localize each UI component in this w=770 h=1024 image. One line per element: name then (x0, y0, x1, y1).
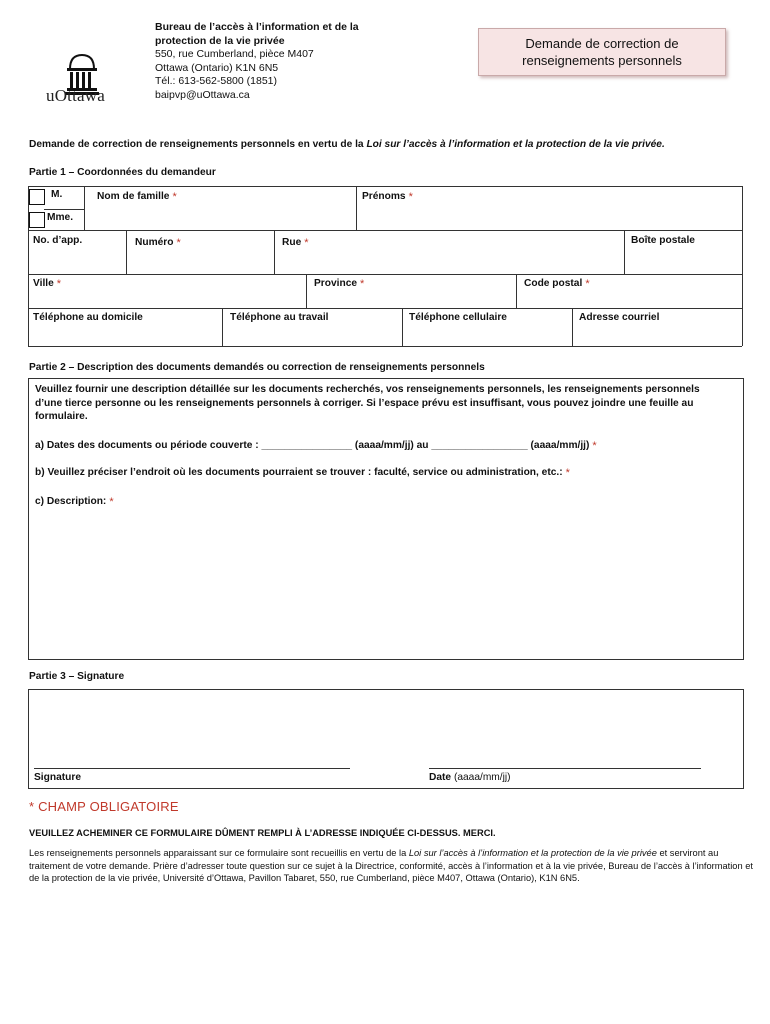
location-line[interactable] (35, 467, 570, 479)
street-field[interactable] (282, 237, 309, 249)
description-line[interactable] (35, 496, 114, 508)
office-email: baipvp@uOttawa.ca (155, 88, 250, 101)
part2-heading: Partie 2 – Description des documents demandés ou correction de renseignements personnels (29, 362, 485, 373)
email-field[interactable] (579, 312, 659, 323)
required-mark: * (56, 278, 62, 290)
apt-label: No. d’app. (33, 235, 83, 246)
office-street: 550, rue Cumberland, pièce M407 (155, 48, 314, 60)
work-phone-label: Téléphone au travail (230, 312, 329, 323)
home-phone-label: Téléphone au domicile (33, 312, 143, 323)
given-names-field[interactable] (362, 191, 413, 203)
part3-heading: Partie 3 – Signature (29, 671, 125, 682)
given-names-label: Prénoms (362, 191, 406, 202)
required-mark: * (109, 496, 114, 508)
city-field[interactable] (33, 278, 61, 290)
po-box-field[interactable] (631, 235, 695, 246)
date-label-group (429, 772, 511, 783)
number-field[interactable] (135, 237, 181, 249)
po-box-label: Boîte postale (631, 235, 695, 246)
cell-phone-field[interactable] (409, 312, 507, 323)
title-mrs-checkbox[interactable] (29, 212, 45, 228)
title-mrs-label: Mme. (47, 212, 74, 223)
required-mark: * (408, 191, 413, 203)
home-phone-field[interactable] (33, 312, 143, 323)
uottawa-logo-text: uOttawa (46, 86, 105, 105)
province-field[interactable] (314, 278, 364, 290)
office-city: Ottawa (Ontario) K1N 6N5 (155, 61, 279, 74)
signature-box (28, 689, 744, 789)
required-mark: * (565, 467, 570, 479)
part2-instructions: Veuillez fournir une description détaillée sur les documents recherchés, vos renseignements personnels, les renseignements personnels d’une tierce personne ou les renseignements personnels à corriger. Si l’espace prévu est insuffisant, vous pouvez joindre une feuille au formulaire. (35, 384, 700, 422)
date-label: Date (429, 772, 452, 783)
postal-code-label: Code postal (524, 278, 583, 289)
privacy-notice (29, 847, 757, 885)
office-name-line1: Bureau de l’accès à l’information et de la (155, 21, 359, 33)
number-label: Numéro (135, 237, 174, 248)
part1-heading: Partie 1 – Coordonnées du demandeur (29, 167, 216, 178)
title-mr-label: M. (51, 189, 63, 200)
required-field-note: * CHAMP OBLIGATOIRE (29, 799, 179, 814)
title-mr-checkbox[interactable] (29, 189, 45, 205)
street-label: Rue (282, 237, 302, 248)
description-text: c) Description: (35, 496, 107, 507)
form-title-box (478, 28, 726, 76)
dates-line[interactable] (35, 440, 597, 452)
form-title-line1: Demande de correction de (525, 36, 679, 51)
intro-statement (29, 139, 665, 150)
required-mark: * (360, 278, 365, 290)
city-label: Ville (33, 278, 54, 289)
cell-phone-label: Téléphone cellulaire (409, 312, 507, 323)
required-mark: * (172, 191, 177, 203)
intro-prefix: Demande de correction de renseignements personnels en vertu de la (29, 139, 367, 150)
dates-text: a) Dates des documents ou période couverte : ________________ (aaaa/mm/jj) au _________________ (aaaa/mm/jj) (35, 440, 590, 451)
signature-line[interactable] (34, 768, 350, 769)
date-line[interactable] (429, 768, 701, 769)
form-title-line2: renseignements personnels (522, 53, 682, 68)
email-label: Adresse courriel (579, 312, 660, 323)
intro-law-name: Loi sur l’accès à l’information et la protection de la vie privée. (366, 139, 665, 150)
office-name-line2: protection de la vie privée (155, 34, 285, 47)
postal-code-field[interactable] (524, 278, 590, 290)
required-mark: * (592, 440, 597, 452)
office-address (155, 21, 359, 102)
family-name-label: Nom de famille (97, 191, 170, 202)
privacy-prefix: Les renseignements personnels apparaissant sur ce formulaire sont recueillis en vertu de la (29, 848, 409, 858)
province-label: Province (314, 278, 358, 289)
required-mark: * (304, 237, 309, 249)
privacy-suffix: et serviront au traitement de votre demande. Prière d’adresser toute question sur ce sujet à la Directrice, conformité, accès à l’information et à la vie privée, Bureau de l’accès à l’information et de la protection de la vie privée, Université d’Ottawa, Pavillon Tabaret, 550, rue Cumberland, pièce M407, Ottawa (Ontario), K1N 6N5. (29, 848, 753, 883)
date-format: (aaaa/mm/jj) (453, 772, 511, 783)
privacy-law-name: Loi sur l’accès à l’information et la protection de la vie privée (408, 848, 657, 858)
apt-field[interactable] (33, 235, 82, 246)
work-phone-field[interactable] (230, 312, 329, 323)
location-text: b) Veuillez préciser l’endroit où les documents pourraient se trouver : faculté, service ou administration, etc.: (35, 467, 563, 478)
signature-label: Signature (34, 772, 81, 783)
office-phone: Tél.: 613-562-5800 (1851) (155, 75, 277, 87)
send-instructions: VEUILLEZ ACHEMINER CE FORMULAIRE DÛMENT REMPLI À L’ADRESSE INDIQUÉE CI-DESSUS. MERCI. (29, 828, 496, 838)
required-mark: * (176, 237, 181, 249)
family-name-field[interactable] (97, 191, 177, 203)
required-mark: * (585, 278, 590, 290)
